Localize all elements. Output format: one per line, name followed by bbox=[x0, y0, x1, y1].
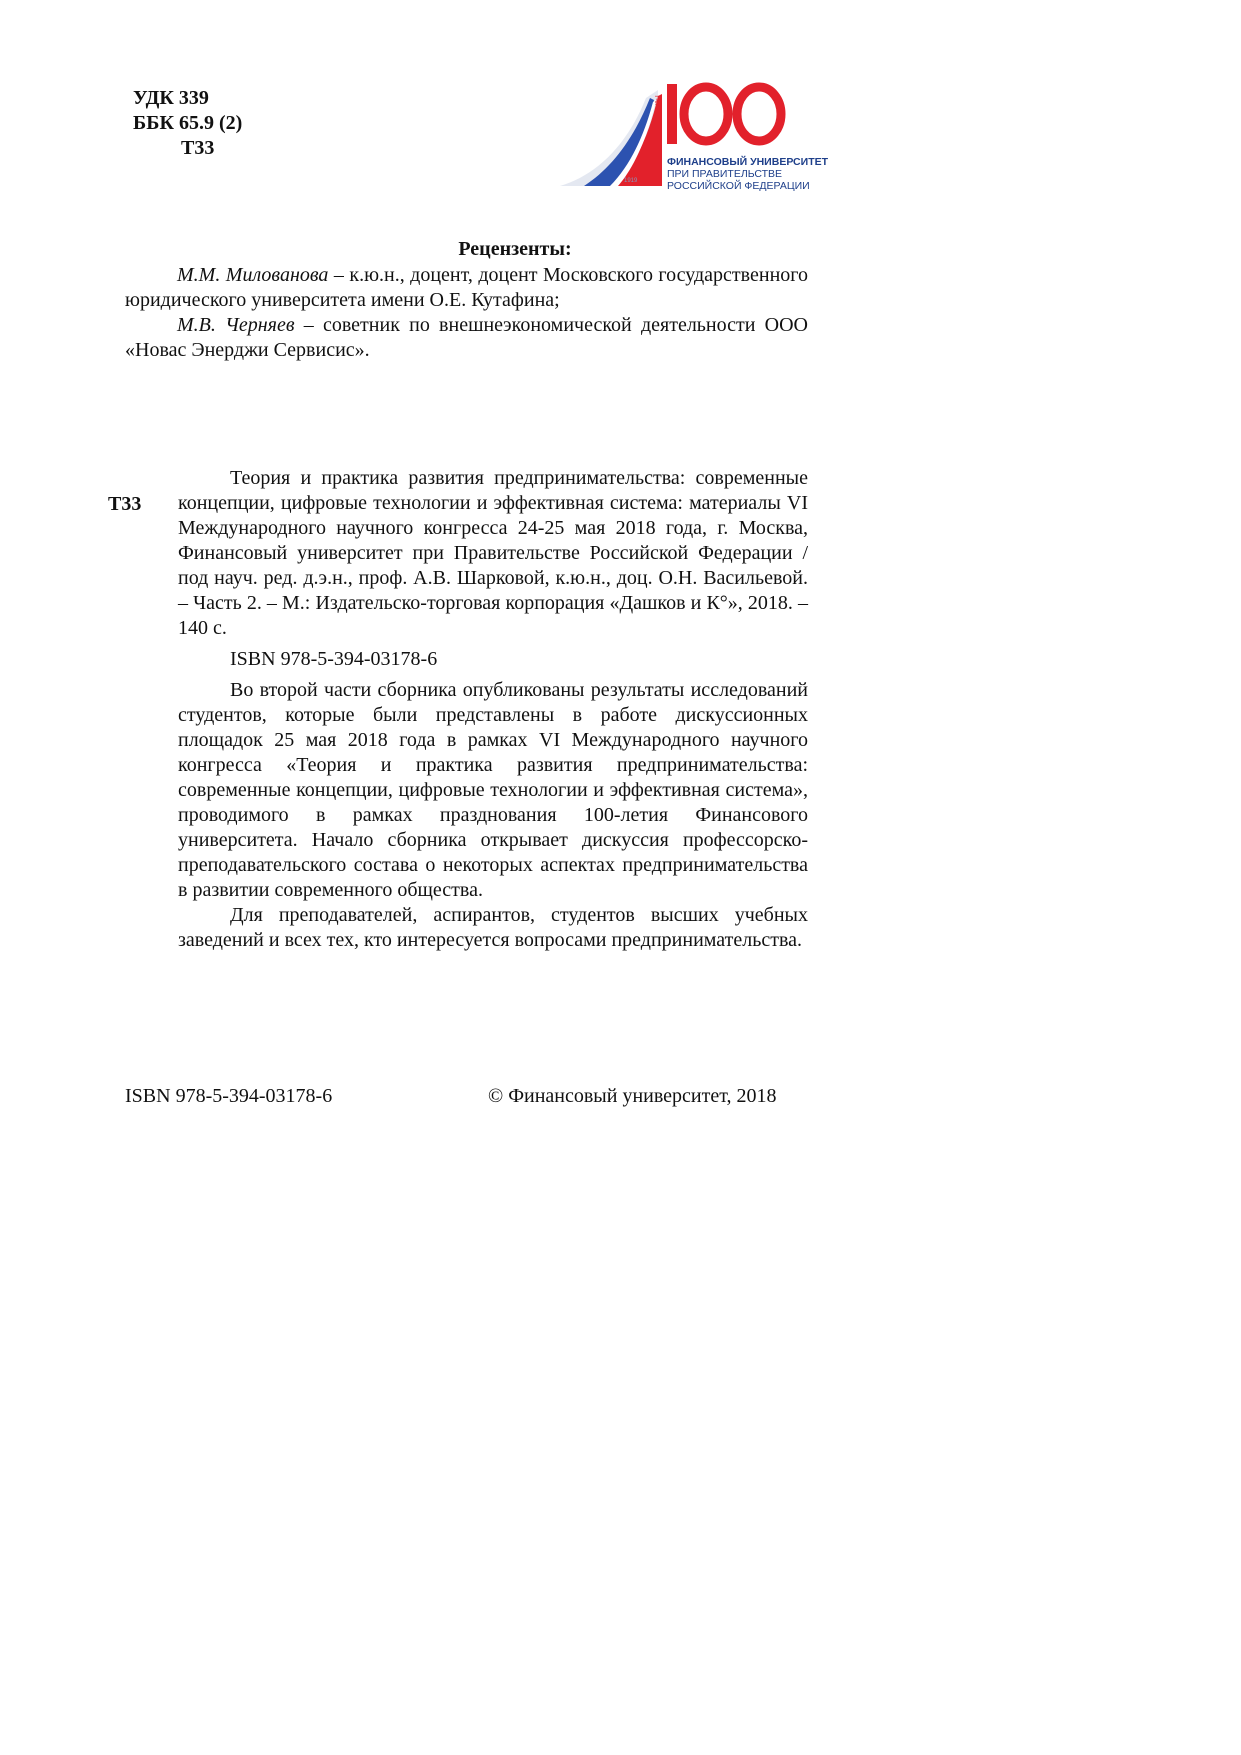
reviewer-details: – советник по внешнеэкономической деятельности ООО «Новас Энерджи Сервисис». bbox=[125, 314, 808, 361]
reviewer-entry bbox=[125, 263, 808, 313]
reviewers-list bbox=[125, 263, 808, 363]
annotation: Во второй части сборника опубликованы результаты исследований студентов, которые были представлены в работе дискуссионных площадок 25 мая 2018 года в рамках VI Международного научного конгресса «Теория и практика развития предпринимательства: современные концепции, цифровые технологии и эффективная система», проводимого в рамках празднования 100-летия Финансового университета. Начало сборника открывает дискуссия профессорско-преподавательского состава о некоторых аспектах предпринимательства в развитии современного общества. bbox=[178, 679, 808, 901]
bibliographic-description: Теория и практика развития предпринимательства: современные концепции, цифровые технологии и эффективная система: материалы VI Международного научного конгресса 24-25 мая 2018 года, г. Москва, Финансовый университет при Правительстве Российской Федерации / под науч. ред. д.э.н., проф. А.В. Шарковой, к.ю.н., доц. О.Н. Васильевой. – Часть 2. – М.: Издательско-торговая корпорация «Дашков и К°», 2018. – 140 с. bbox=[178, 467, 808, 639]
reviewer-name: М.В. Черняев bbox=[177, 314, 295, 336]
footer-isbn: ISBN 978-5-394-03178-6 bbox=[125, 1085, 333, 1107]
logo-line1: ФИНАНСОВЫЙ УНИВЕРСИТЕТ bbox=[667, 156, 829, 168]
reviewer-details: – к.ю.н., доцент, доцент Московского государственного юридического университета имени О.Е. Кутафина; bbox=[125, 264, 808, 311]
reviewers-title: Рецензенты: bbox=[458, 238, 572, 260]
udk-code: УДК 339 bbox=[133, 87, 209, 109]
author-sign: Т33 bbox=[181, 137, 215, 159]
library-card-body bbox=[178, 466, 808, 953]
university-100-logo bbox=[554, 78, 829, 194]
classification-codes bbox=[133, 86, 242, 161]
logo-line2: ПРИ ПРАВИТЕЛЬСТВЕ bbox=[667, 168, 783, 180]
reviewer-entry bbox=[125, 313, 808, 363]
library-card-tag: Т33 bbox=[108, 493, 142, 515]
reviewer-name: М.М. Милованова bbox=[177, 264, 329, 286]
target-audience: Для преподавателей, аспирантов, студентов высших учебных заведений и всех тех, кто интересуется вопросами предпринимательства. bbox=[178, 904, 808, 951]
logo-year-label: 1919 bbox=[624, 178, 638, 184]
footer-copyright: © Финансовый университет, 2018 bbox=[488, 1085, 777, 1107]
logo-vertical-label: ЛЕТ bbox=[655, 94, 661, 106]
logo-line3: РОССИЙСКОЙ ФЕДЕРАЦИИ bbox=[667, 180, 810, 192]
isbn-line: ISBN 978-5-394-03178-6 bbox=[230, 648, 438, 670]
logo-caption bbox=[667, 156, 828, 192]
bbk-code: ББК 65.9 (2) bbox=[133, 112, 243, 134]
